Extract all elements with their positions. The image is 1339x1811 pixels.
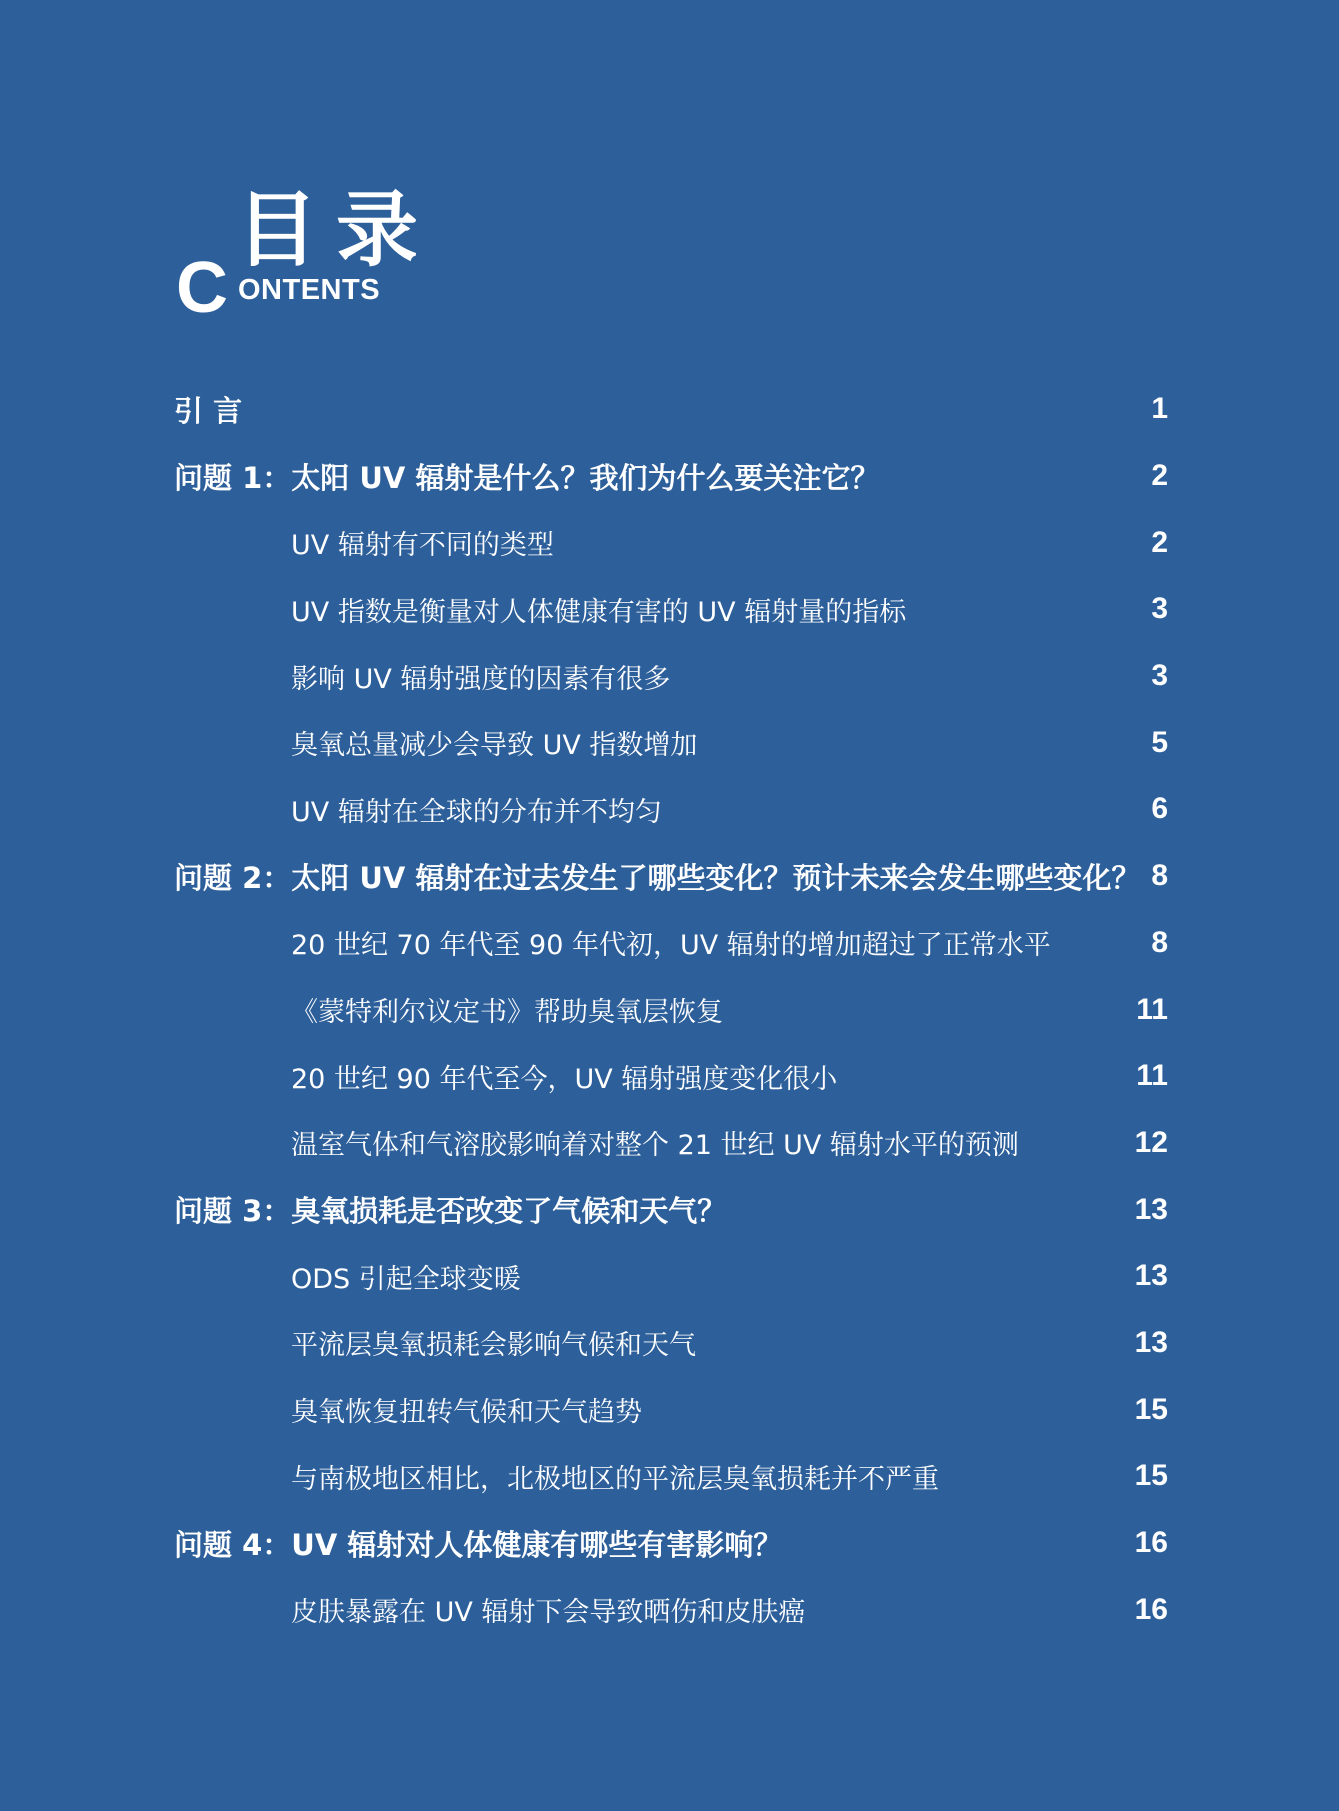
toc-entry-title: 问题 1：太阳 UV 辐射是什么？我们为什么要关注它？ (174, 460, 880, 495)
toc-entry-page: 5 (1151, 725, 1168, 759)
toc-entry-page: 8 (1151, 859, 1168, 893)
toc-entry-title: 引 言 (174, 393, 243, 428)
toc-entry[interactable] (174, 843, 1168, 910)
toc-entry-title: 温室气体和气溶胶影响着对整个 21 世纪 UV 辐射水平的预测 (291, 1130, 1019, 1162)
toc-entry-page: 16 (1134, 1592, 1168, 1626)
toc-entry[interactable] (174, 643, 1168, 710)
toc-entry-title: 臭氧总量减少会导致 UV 指数增加 (291, 730, 698, 762)
toc-entry-title: ODS 引起全球变暖 (291, 1263, 521, 1295)
heading-english-rest: ONTENTS (238, 274, 381, 306)
toc-entry[interactable] (174, 1576, 1168, 1643)
toc-entry[interactable] (174, 1376, 1168, 1443)
toc-entry-title: UV 辐射在全球的分布并不均匀 (291, 796, 662, 828)
toc-entry-title: 问题 2：太阳 UV 辐射在过去发生了哪些变化？预计未来会发生哪些变化？ (174, 860, 1141, 895)
toc-entry-title: 《蒙特利尔议定书》帮助臭氧层恢复 (291, 997, 723, 1029)
toc-entry[interactable] (174, 976, 1168, 1043)
toc-entry[interactable] (174, 776, 1168, 843)
toc-entry[interactable] (174, 1043, 1168, 1110)
toc-entry-title: 平流层臭氧损耗会影响气候和天气 (291, 1330, 696, 1362)
toc-entry-page: 16 (1134, 1526, 1168, 1560)
toc-entry[interactable] (174, 1443, 1168, 1510)
toc-entry-page: 13 (1134, 1325, 1168, 1359)
toc-entry[interactable] (174, 509, 1168, 576)
toc-entry-page: 3 (1151, 659, 1168, 693)
toc-entry[interactable] (174, 376, 1168, 443)
toc-entry-title: 20 世纪 70 年代至 90 年代初，UV 辐射的增加超过了正常水平 (291, 930, 1051, 962)
toc-entry-page: 15 (1134, 1459, 1168, 1493)
toc-entry-page: 6 (1151, 792, 1168, 826)
toc-entry-page: 13 (1134, 1192, 1168, 1226)
toc-entry-page: 11 (1136, 992, 1168, 1026)
toc-entry-title: 臭氧恢复扭转气候和天气趋势 (291, 1397, 642, 1429)
toc-entry[interactable] (174, 443, 1168, 510)
toc-entry-page: 1 (1151, 392, 1168, 426)
toc-entry-title: 影响 UV 辐射强度的因素有很多 (291, 663, 671, 695)
heading-chinese: 目录 (236, 183, 437, 278)
toc-entry-title: 问题 3：臭氧损耗是否改变了气候和天气？ (174, 1194, 727, 1229)
toc-entry[interactable] (174, 1310, 1168, 1377)
toc-entry-page: 3 (1151, 592, 1168, 626)
contents-heading (176, 183, 437, 328)
toc-entry-title: 问题 4：UV 辐射对人体健康有哪些有害影响？ (174, 1527, 783, 1562)
toc-entry-page: 12 (1134, 1125, 1168, 1159)
toc-entry-page: 13 (1134, 1259, 1168, 1293)
toc-entry-page: 2 (1151, 525, 1168, 559)
toc-entry[interactable] (174, 1176, 1168, 1243)
toc-entry[interactable] (174, 1243, 1168, 1310)
toc-entry-title: UV 辐射有不同的类型 (291, 530, 554, 562)
toc-entry-page: 8 (1151, 925, 1168, 959)
toc-entry[interactable] (174, 1110, 1168, 1177)
toc-entry-title: 20 世纪 90 年代至今，UV 辐射强度变化很小 (291, 1063, 838, 1095)
toc-entry-title: 皮肤暴露在 UV 辐射下会导致晒伤和皮肤癌 (291, 1597, 806, 1629)
table-of-contents (174, 376, 1168, 1643)
toc-entry[interactable] (174, 1510, 1168, 1577)
toc-entry-page: 2 (1151, 459, 1168, 493)
heading-english-initial: C (176, 248, 228, 328)
toc-entry[interactable] (174, 910, 1168, 977)
toc-entry[interactable] (174, 709, 1168, 776)
toc-entry[interactable] (174, 576, 1168, 643)
toc-entry-title: 与南极地区相比，北极地区的平流层臭氧损耗并不严重 (291, 1463, 939, 1495)
toc-entry-page: 15 (1134, 1392, 1168, 1426)
toc-entry-page: 11 (1136, 1059, 1168, 1093)
toc-entry-title: UV 指数是衡量对人体健康有害的 UV 辐射量的指标 (291, 596, 907, 628)
